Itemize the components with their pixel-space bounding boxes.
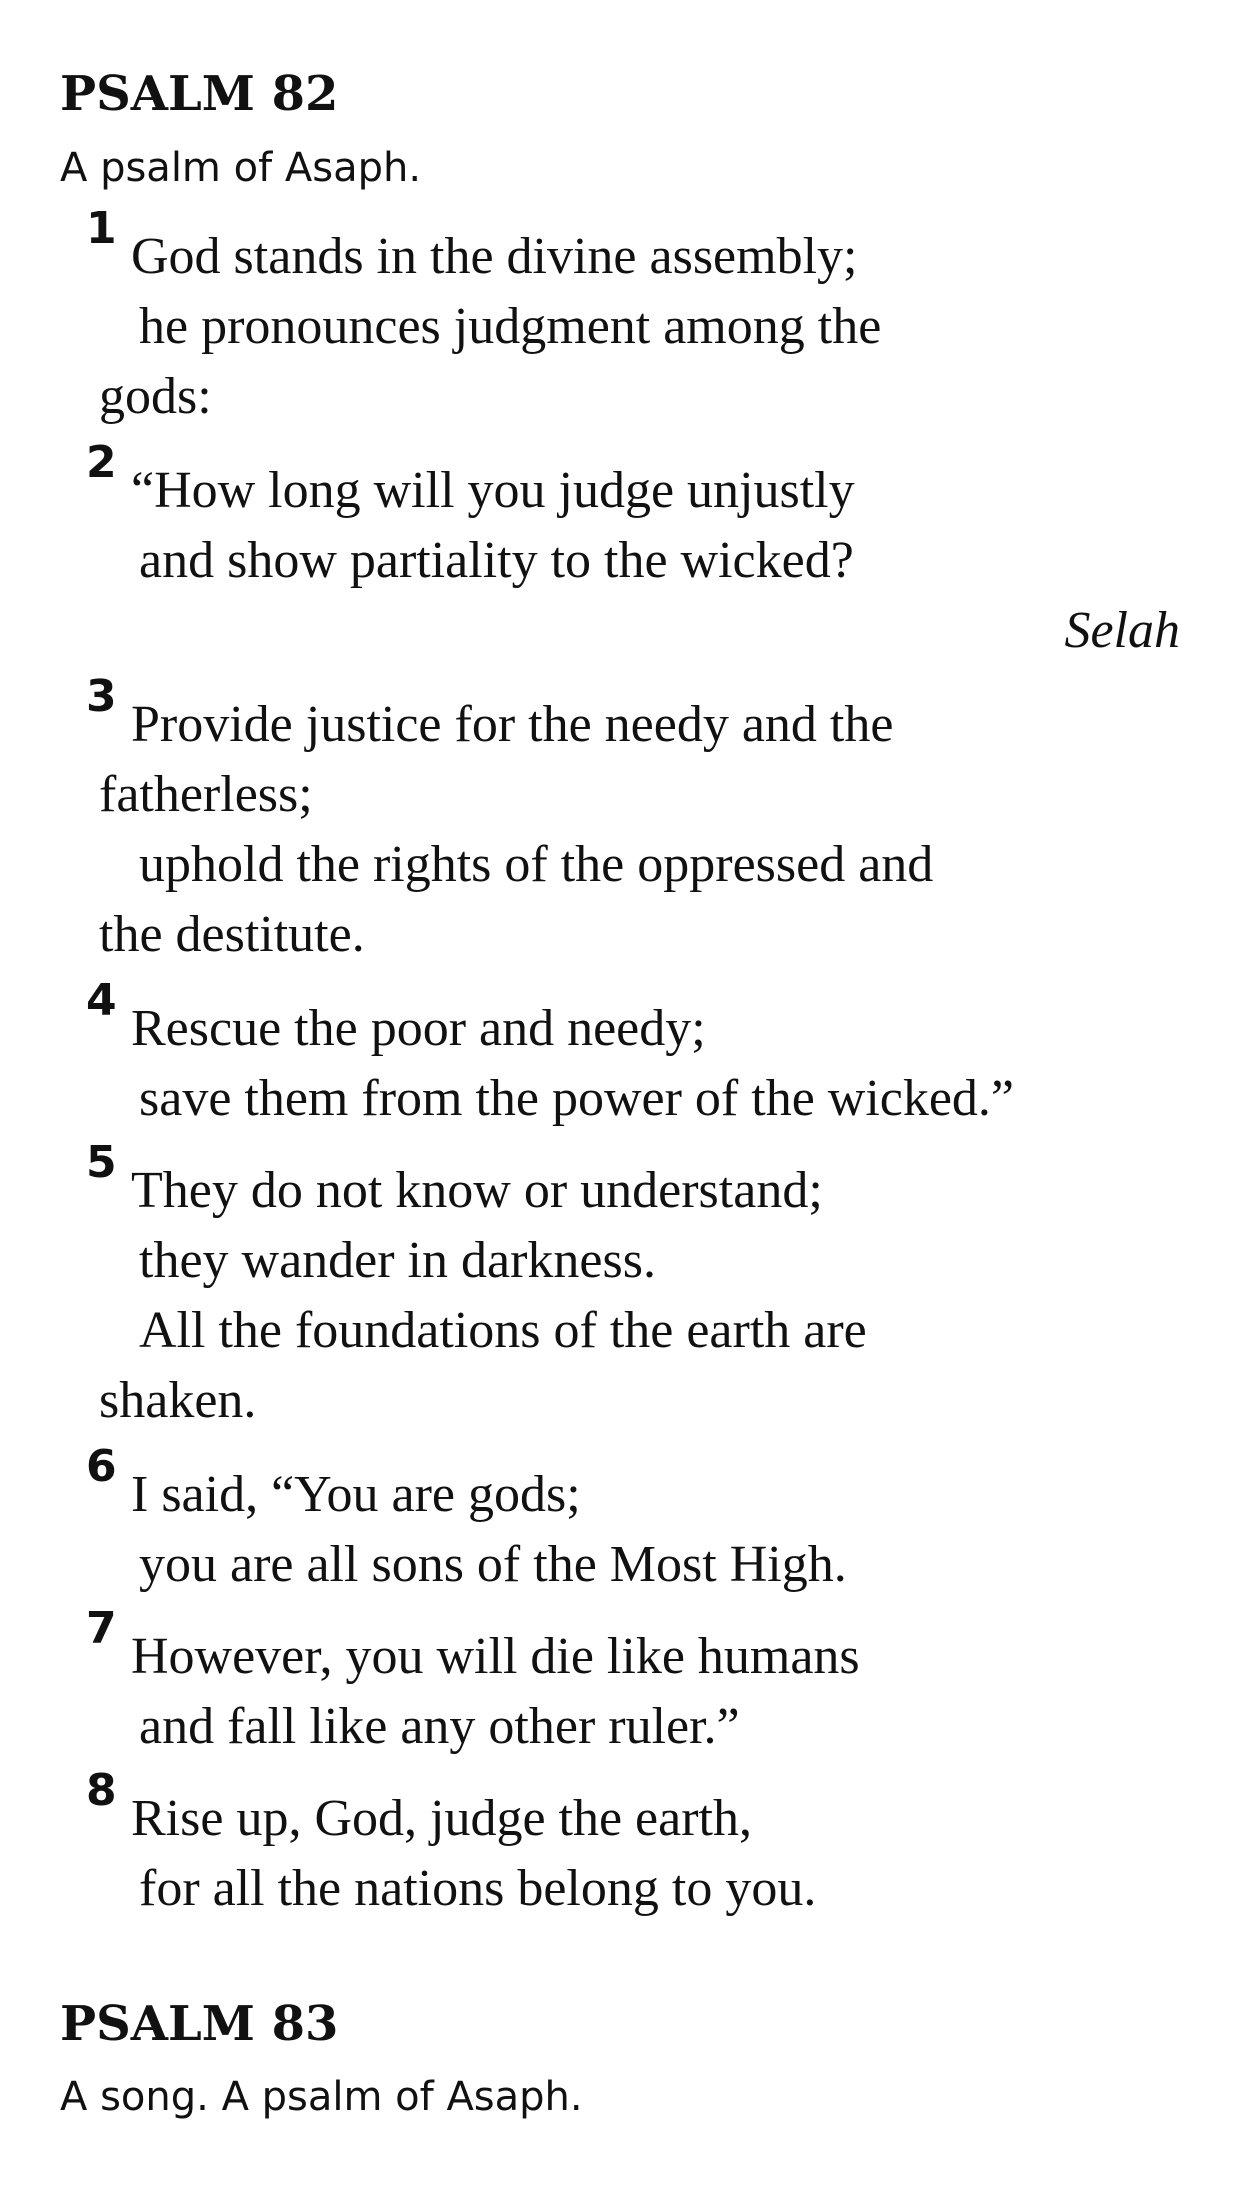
selah-marker: Selah [1064,602,1180,659]
verse-1-line-2: he pronounces judgment among the [139,298,882,355]
verse-6-line-1: I said, “You are gods; [131,1466,581,1523]
verse-number-8: 8 [86,1765,117,1816]
verse-3-line-4: the destitute. [99,906,365,963]
verse-1-line-1: God stands in the divine assembly; [131,228,858,285]
verse-number-2: 2 [86,437,117,488]
verse-1-line-3: gods: [99,368,212,425]
psalm-82-superscription: A psalm of Asaph. [60,145,422,191]
psalm-83-superscription: A song. A psalm of Asaph. [60,2074,583,2120]
verse-3-line-2: fatherless; [99,766,313,823]
verse-5-line-1: They do not know or understand; [131,1162,823,1219]
verse-number-7: 7 [86,1603,117,1654]
verse-number-5: 5 [86,1137,117,1188]
verse-number-4: 4 [86,975,117,1026]
verse-5-line-4: shaken. [99,1372,257,1429]
verse-7-line-2: and fall like any other ruler.” [139,1698,740,1755]
psalm-82-heading: PSALM 82 [60,66,339,122]
verse-8-line-2: for all the nations belong to you. [139,1860,817,1917]
verse-2-line-2: and show partiality to the wicked? [139,532,854,589]
verse-4-line-1: Rescue the poor and needy; [131,1000,706,1057]
verse-3-line-3: uphold the rights of the oppressed and [139,836,934,893]
verse-number-6: 6 [86,1441,117,1492]
verse-5-line-2: they wander in darkness. [139,1232,656,1289]
verse-8-line-1: Rise up, God, judge the earth, [131,1790,752,1847]
verse-number-1: 1 [86,203,117,254]
verse-7-line-1: However, you will die like humans [131,1628,860,1685]
verse-3-line-1: Provide justice for the needy and the [131,696,894,753]
verse-4-line-2: save them from the power of the wicked.” [139,1070,1015,1127]
verse-5-line-3: All the foundations of the earth are [139,1302,867,1359]
verse-6-line-2: you are all sons of the Most High. [139,1536,847,1593]
psalm-83-heading: PSALM 83 [60,1996,339,2052]
verse-number-3: 3 [86,671,117,722]
verse-2-line-1: “How long will you judge unjustly [131,462,855,519]
